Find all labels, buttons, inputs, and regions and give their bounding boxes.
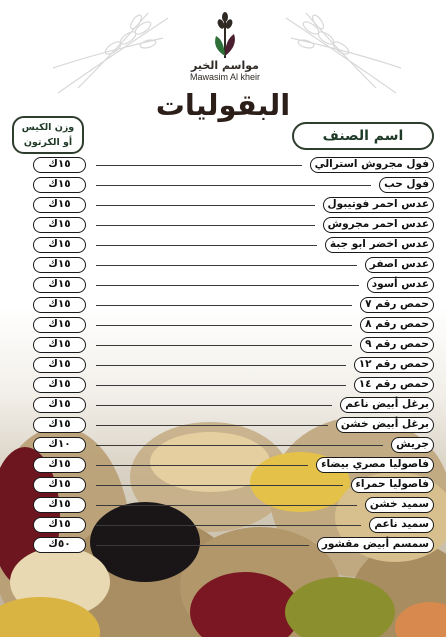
list-item [0,435,446,455]
list-item [0,395,446,415]
price-badge: ١٥ك [33,317,86,333]
dotted-leader-line [96,345,352,346]
dotted-leader-line [96,285,359,286]
item-name: حمص رقم ٩ [360,337,434,353]
wheat-decoration-right [276,8,406,98]
item-name: برغل أبيض ناعم [340,397,434,413]
brand-name-arabic: مواسم الخير [191,59,259,72]
dotted-leader-line [96,305,352,306]
page-title: البقوليات [155,88,291,122]
item-name: حمص رقم ٧ [360,297,434,313]
item-name: عدس اخضر ابو جبة [325,237,434,253]
dotted-leader-line [96,265,357,266]
price-badge: ١٥ك [33,417,86,433]
dotted-leader-line [96,465,308,466]
list-item [0,335,446,355]
item-name: حمص رقم ٨ [360,317,434,333]
brand-logo [180,10,270,83]
dotted-leader-line [96,325,352,326]
price-badge: ١٥ك [33,457,86,473]
dotted-leader-line [96,365,346,366]
dotted-leader-line [96,505,357,506]
item-name: حمص رقم ١٤ [354,377,434,393]
list-item [0,475,446,495]
price-list [0,155,446,555]
list-item [0,375,446,395]
list-item [0,495,446,515]
item-name: فاصوليا حمراء [351,477,434,493]
item-name: فاصوليا مصري بيضاء [316,457,434,473]
price-badge: ١٥ك [33,197,86,213]
price-badge: ١٥ك [33,517,86,533]
list-item [0,255,446,275]
dotted-leader-line [96,545,309,546]
item-name: فول مجروش استرالي [310,157,434,173]
dotted-leader-line [96,445,383,446]
weight-header [12,116,84,154]
item-name-header: اسم الصنف [292,122,434,150]
price-badge: ١٥ك [33,477,86,493]
list-item [0,415,446,435]
price-badge: ١٥ك [33,277,86,293]
list-item [0,535,446,555]
dotted-leader-line [96,405,332,406]
weight-header-line2: أو الكرتون [23,137,73,148]
price-badge: ١٥ك [33,397,86,413]
price-badge: ١٥ك [33,217,86,233]
item-name: عدس احمر فوتيبول [323,197,434,213]
dotted-leader-line [96,385,346,386]
list-item [0,315,446,335]
dotted-leader-line [96,205,315,206]
item-name: سمسم أبيض مقشور [317,537,434,553]
list-item [0,455,446,475]
price-badge: ١٥ك [33,297,86,313]
wheat-decoration-left [48,8,178,98]
dotted-leader-line [96,485,343,486]
item-name: برغل أبيض خشن [336,417,434,433]
price-badge: ١٥ك [33,377,86,393]
price-badge: ١٥ك [33,237,86,253]
wheat-leaf-logo-icon [210,10,240,60]
list-item [0,195,446,215]
item-name: سميد ناعم [369,517,434,533]
dotted-leader-line [96,225,315,226]
item-name: عدس أسود [367,277,434,293]
weight-header-line1: وزن الكيس [21,122,75,133]
price-badge: ١٥ك [33,157,86,173]
price-badge: ١٥ك [33,177,86,193]
price-badge: ٥٠ك [33,537,86,553]
price-badge: ١٥ك [33,497,86,513]
list-item [0,295,446,315]
list-item [0,235,446,255]
dotted-leader-line [96,245,317,246]
item-name: عدس اصفر [365,257,434,273]
item-name: حمص رقم ١٢ [354,357,434,373]
item-name: جريش [391,437,434,453]
list-item [0,275,446,295]
list-item [0,515,446,535]
item-name: عدس احمر مجروش [323,217,434,233]
dotted-leader-line [96,425,328,426]
price-badge: ١٥ك [33,357,86,373]
price-badge: ١٠ك [33,437,86,453]
list-item [0,215,446,235]
dotted-leader-line [96,165,302,166]
item-name: سميد خشن [365,497,434,513]
price-badge: ١٥ك [33,257,86,273]
dotted-leader-line [96,185,371,186]
list-item [0,175,446,195]
brand-name-english: Mawasim Al kheir [189,72,261,82]
dotted-leader-line [96,525,361,526]
price-badge: ١٥ك [33,337,86,353]
list-item [0,355,446,375]
list-item [0,155,446,175]
item-name: فول حب [379,177,434,193]
